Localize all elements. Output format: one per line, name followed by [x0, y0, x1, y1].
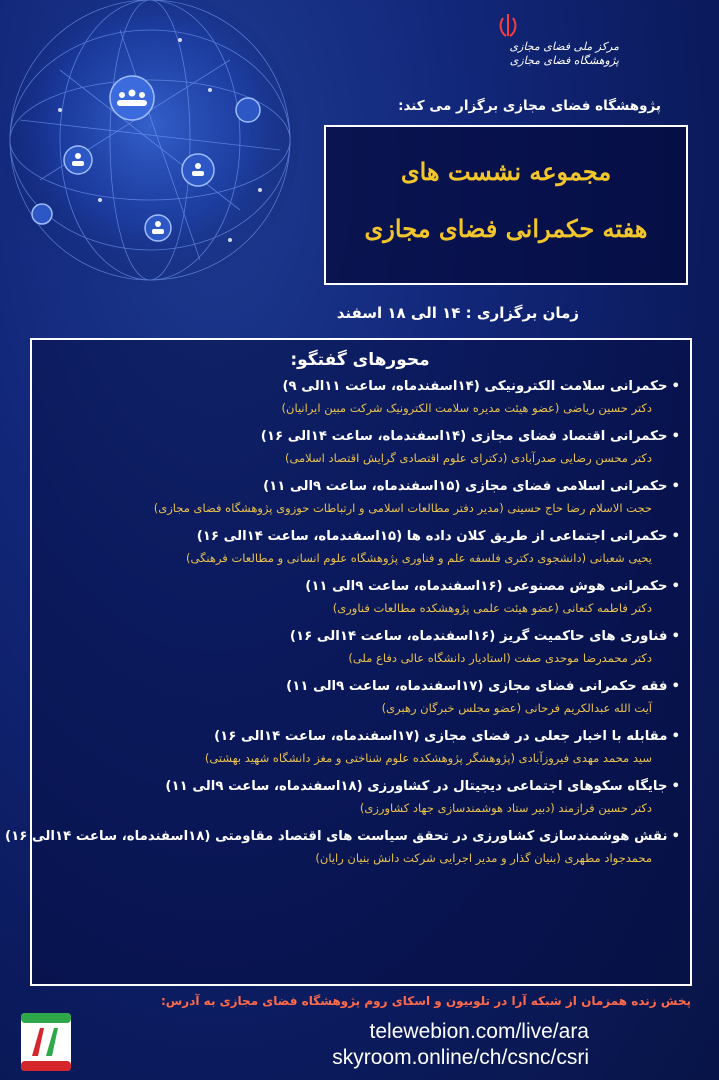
telewebion-link[interactable]: telewebion.com/live/ara — [369, 1020, 589, 1043]
ara-channel-logo — [20, 1012, 72, 1072]
list-item — [40, 426, 680, 469]
title-line-2: هفته حکمرانی فضای مجازی — [364, 214, 648, 243]
org-line-2: پژوهشگاه فضای مجازی — [509, 54, 619, 67]
session-speaker: محمدجواد مطهری (بنیان گذار و مدیر اجرایی شرکت دانش بنیان رایان) — [315, 851, 652, 865]
globe-network-illustration — [0, 0, 330, 300]
session-speaker: سید محمد مهدی فیروزآبادی (پژوهشگر پژوهشکده علوم شناختی و مغز دانشگاه شهید بهشتی) — [204, 751, 652, 765]
org-line-1: مرکز ملی فضای مجازی — [509, 40, 619, 53]
session-title: • نقش هوشمندسازی کشاورزی در تحقق سیاست های اقتصاد مقاومتی (۱۸اسفندماه، ساعت ۱۴الی ۱۶) — [40, 826, 680, 848]
session-speaker: دکتر فاطمه کنعانی (عضو هیئت علمی پژوهشکده مطالعات فناوری) — [332, 601, 652, 615]
session-title: • حکمرانی اجتماعی از طریق کلان داده ها (۱۵اسفندماه، ساعت ۱۴الی ۱۶) — [40, 526, 680, 548]
session-title: • حکمرانی هوش مصنوعی (۱۶اسفندماه، ساعت ۹الی ۱۱) — [40, 576, 680, 598]
list-item — [40, 526, 680, 569]
session-title: • فقه حکمرانی فضای مجازی (۱۷اسفندماه، ساعت ۹الی ۱۱) — [40, 676, 680, 698]
list-item — [40, 626, 680, 669]
list-item — [40, 476, 680, 519]
list-item — [40, 676, 680, 719]
skyroom-link[interactable]: skyroom.online/ch/csnc/csri — [332, 1046, 589, 1069]
session-speaker: آیت الله عبدالکریم فرحانی (عضو مجلس خبرگان رهبری) — [381, 701, 652, 715]
session-speaker: دکتر حسین فرازمند (دبیر ستاد هوشمندسازی جهاد کشاورزی) — [359, 801, 652, 815]
title-box — [324, 125, 688, 285]
list-item — [40, 776, 680, 819]
session-title: • جایگاه سکوهای اجتماعی دیجیتال در کشاورزی (۱۸اسفندماه، ساعت ۹الی ۱۱) — [40, 776, 680, 798]
session-speaker: یحیی شعبانی (دانشجوی دکتری فلسفه علم و فناوری پژوهشگاه علوم انسانی و مطالعات فرهنگی) — [186, 551, 652, 565]
organization-name — [449, 40, 619, 68]
session-title: • حکمرانی سلامت الکترونیکی (۱۴اسفندماه، ساعت ۱۱الی ۹) — [40, 376, 680, 398]
session-speaker: دکتر محسن رضایی صدرآبادی (دکترای علوم اقتصادی گرایش اقتصاد اسلامی) — [284, 451, 652, 465]
session-title: • مقابله با اخبار جعلی در فضای مجازی (۱۷اسفندماه، ساعت ۱۴الی ۱۶) — [40, 726, 680, 748]
topics-box — [5, 338, 692, 986]
list-item — [5, 826, 680, 869]
title-line-1: مجموعه نشست های — [400, 157, 612, 186]
iran-emblem-icon — [496, 10, 520, 40]
session-title: • فناوری های حاکمیت گریز (۱۶اسفندماه، ساعت ۱۴الی ۱۶) — [40, 626, 680, 648]
session-speaker: دکتر حسین ریاضی (عضو هیئت مدیره سلامت الکترونیک شرکت مبین ایرانیان) — [281, 401, 652, 415]
live-broadcast-note: پخش زنده همزمان از شبکه آرا در تلوبیون و اسکای روم پژوهشگاه فضای مجازی به آدرس: — [160, 994, 691, 1008]
session-title: • حکمرانی اسلامی فضای مجازی (۱۵اسفندماه، ساعت ۹الی ۱۱) — [40, 476, 680, 498]
session-title: • حکمرانی اقتصاد فضای مجازی (۱۴اسفندماه، ساعت ۱۴الی ۱۶) — [40, 426, 680, 448]
host-announcement: پژوهشگاه فضای مجازی برگزار می کند: — [398, 98, 661, 114]
list-item — [40, 726, 680, 769]
topics-header: محورهای گفتگو: — [290, 350, 430, 370]
event-time: زمان برگزاری : ۱۴ الی ۱۸ اسفند — [336, 304, 579, 322]
list-item — [40, 576, 680, 619]
session-speaker: حجت الاسلام رضا حاج حسینی (مدیر دفتر مطالعات اسلامی و ارتباطات حوزوی پژوهشگاه فضای مجازی) — [153, 501, 652, 515]
list-item — [40, 376, 680, 419]
session-speaker: دکتر محمدرضا موحدی صفت (استادیار دانشگاه عالی دفاع ملی) — [348, 651, 652, 665]
